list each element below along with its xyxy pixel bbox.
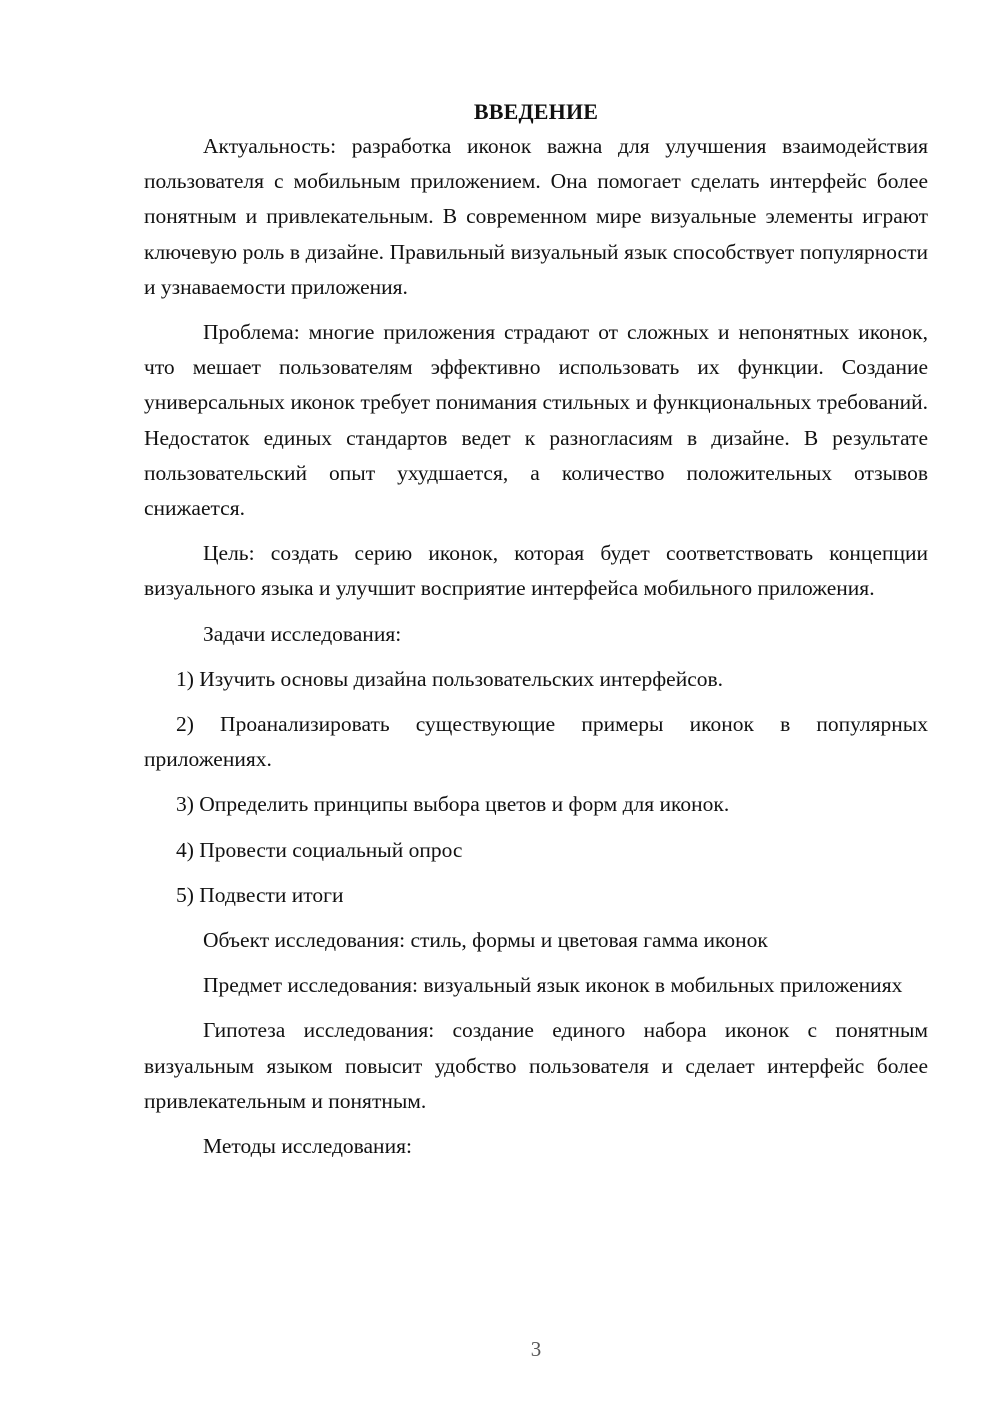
paragraph-problem: Проблема: многие приложения страдают от сложных и непонятных иконок, что мешает пользователям эффективно использовать их функции. Создание универсальных иконок требует понимания стильных и функциональных требований. Недостаток единых стандартов ведет к разногласиям в дизайне. В результате пользовательский опыт ухудшается, а количество положительных отзывов снижается. (144, 320, 928, 521)
paragraph-relevance: Актуальность: разработка иконок важна для улучшения взаимодействия пользователя с мобильным приложением. Она помогает сделать интерфейс более понятным и привлекательным. В современном мире визуальные элементы играют ключевую роль в дизайне. Правильный визуальный язык способствует популярности и узнаваемости приложения. (144, 134, 928, 299)
page-title: ВВЕДЕНИЕ (473, 99, 599, 124)
task-item-1: 1) Изучить основы дизайна пользовательских интерфейсов. (176, 666, 724, 691)
paragraph-object: Объект исследования: стиль, формы и цветовая гамма иконок (203, 928, 768, 953)
paragraph-subject: Предмет исследования: визуальный язык иконок в мобильных приложениях (203, 973, 903, 998)
paragraph-tasks-heading: Задачи исследования: (203, 621, 402, 646)
task-item-4: 4) Провести социальный опрос (176, 837, 463, 862)
paragraph-methods: Методы исследования: (203, 1134, 412, 1159)
paragraph-goal: Цель: создать серию иконок, которая будет соответствовать концепции визуального языка и улучшит восприятие интерфейса мобильного приложения. (144, 541, 928, 601)
paragraph-hypothesis: Гипотеза исследования: создание единого набора иконок с понятным визуальным языком повысит удобство пользователя и сделает интерфейс более привлекательным и понятным. (144, 1018, 928, 1113)
task-item-2: 2) Проанализировать существующие примеры иконок в популярных приложениях. (144, 712, 928, 772)
task-item-3: 3) Определить принципы выбора цветов и форм для иконок. (176, 792, 730, 817)
page-body (144, 94, 928, 1174)
task-item-5: 5) Подвести итоги (176, 882, 344, 907)
page-number: 3 (530, 1337, 542, 1361)
